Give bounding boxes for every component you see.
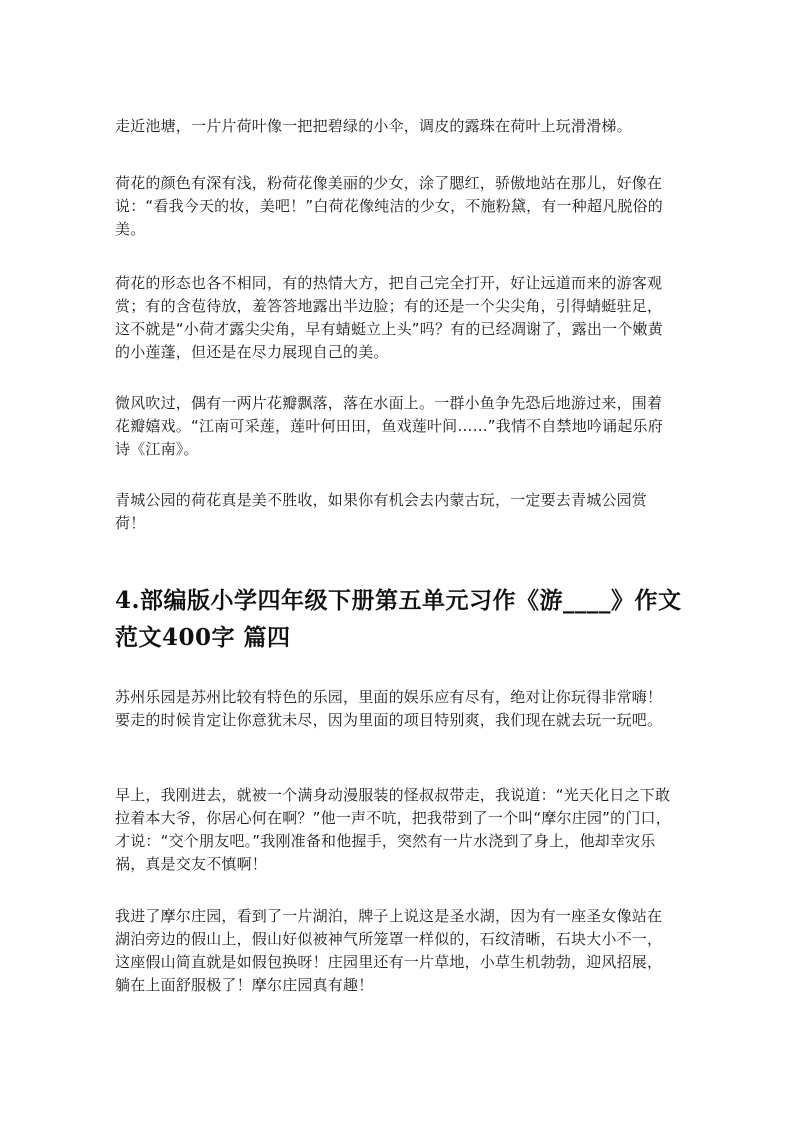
paragraph-suzhou-park: 苏州乐园是苏州比较有特色的乐园，里面的娱乐应有尽有，绝对让你玩得非常嗨！要走的时候肯定让你意犹未尽，因为里面的项目特别爽，我们现在就去玩一玩吧。 [115, 688, 663, 729]
paragraph-mole-manor: 我进了摩尔庄园，看到了一片湖泊，牌子上说这是圣水湖，因为有一座圣女像站在湖泊旁边的假山上，假山好似被神气所笼罩一样似的，石纹清晰，石块大小不一，这座假山简直就是如假包换呀！庄园里还有一片草地，小草生机勃勃，迎风招展，躺在上面舒服极了！摩尔庄园真有趣！ [115, 907, 663, 994]
paragraph-lotus-color: 荷花的颜色有深有浅，粉荷花像美丽的少女，涂了腮红，骄傲地站在那儿，好像在说：“看我今天的妆，美吧！”白荷花像纯洁的少女，不施粉黛，有一种超凡脱俗的美。 [115, 174, 663, 238]
paragraph-lotus-shape: 荷花的形态也各不相同，有的热情大方，把自己完全打开，好让远道而来的游客观赏；有的含苞待放，羞答答地露出半边脸；有的还是一个尖尖角，引得蜻蜓驻足，这不就是“小荷才露尖尖角，早有蜻蜓立上头”吗？有的已经凋谢了，露出一个嫩黄的小莲蓬，但还是在尽力展现自己的美。 [115, 274, 663, 361]
paragraph-pond: 走近池塘，一片片荷叶像一把把碧绿的小伞，调皮的露珠在荷叶上玩滑滑梯。 [115, 117, 632, 135]
paragraph-breeze: 微风吹过，偶有一两片花瓣飘落，落在水面上。一群小鱼争先恐后地游过来，围着花瓣嬉戏。“江南可采莲，莲叶何田田，鱼戏莲叶间……”我情不自禁地吟诵起乐府诗《江南》。 [115, 394, 663, 458]
section-heading: 4.部编版小学四年级下册第五单元习作《游____》作文范文400字 篇四 [115, 587, 682, 651]
paragraph-morning: 早上，我刚进去，就被一个满身动漫服装的怪叔叔带走，我说道：“光天化日之下敢拉着本大爷，你居心何在啊？”他一声不吭，把我带到了一个叫“摩尔庄园”的门口，才说：“交个朋友吧。”我刚准备和他握手，突然有一片水浇到了身上，他却幸灾乐祸，真是交友不慎啊！ [115, 786, 671, 873]
paragraph-conclusion: 青城公园的荷花真是美不胜收，如果你有机会去内蒙古玩，一定要去青城公园赏荷！ [115, 491, 648, 532]
